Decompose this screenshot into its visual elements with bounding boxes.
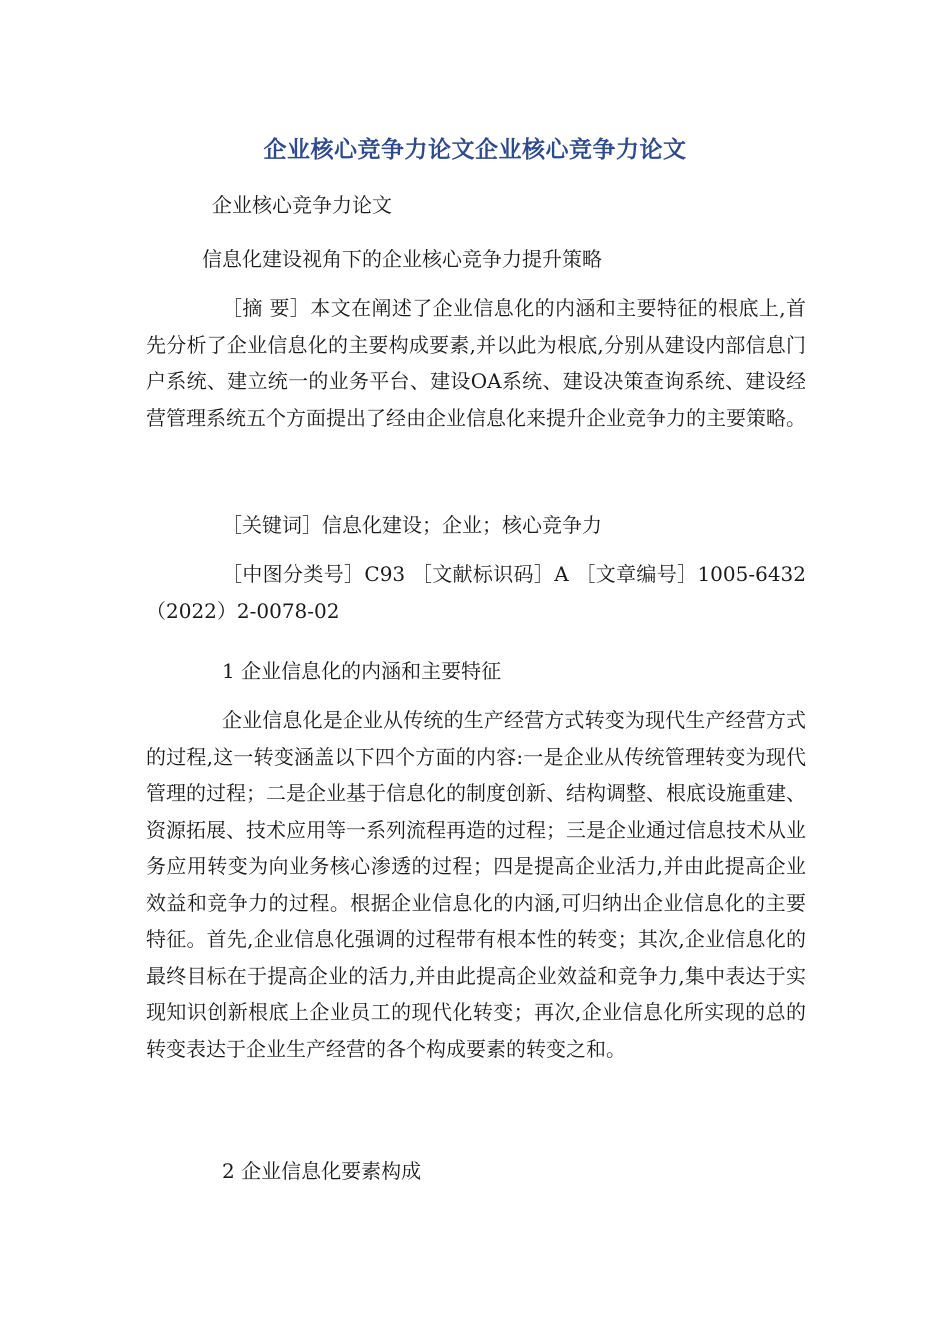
document-title: 企业核心竞争力论文企业核心竞争力论文 bbox=[263, 137, 687, 163]
section-1-body: 企业信息化是企业从传统的生产经营方式转变为现代生产经营方式的过程,这一转变涵盖以下四个方面的内容:一是企业从传统管理转变为现代管理的过程；二是企业基于信息化的制度创新、结构调整、根底设施重建、资源拓展、技术应用等一系列流程再造的过程；三是企业通过信息技术从业务应用转变为向业务核心渗透的过程；四是提高企业活力,并由此提高企业效益和竞争力的过程。根据企业信息化的内涵,可归纳出企业信息化的主要特征。首先,企业信息化强调的过程带有根本性的转变；其次,企业信息化的最终目标在于提高企业的活力,并由此提高企业效益和竞争力,集中表达于实现知识创新根底上企业员工的现代化转变；再次,企业信息化所实现的总的转变表达于企业生产经营的各个构成要素的转变之和。 bbox=[146, 708, 806, 1061]
abstract-paragraph: ［摘 要］本文在阐述了企业信息化的内涵和主要特征的根底上,首先分析了企业信息化的主要构成要素,并以此为根底,分别从建设内部信息门户系统、建立统一的业务平台、建设OA系统、建设决策查询系统、建设经营管理系统五个方面提出了经由企业信息化来提升企业竞争力的主要策略。 bbox=[146, 296, 806, 430]
keywords-line: ［关键词］信息化建设；企业；核心竞争力 bbox=[222, 513, 602, 537]
document-subtitle: 企业核心竞争力论文 bbox=[212, 193, 392, 217]
classification-line: ［中图分类号］C93 ［文献标识码］A ［文章编号］1005-6432（2022）2-0078-02 bbox=[146, 562, 806, 623]
section-2-heading: 2 企业信息化要素构成 bbox=[222, 1159, 422, 1183]
article-title: 信息化建设视角下的企业核心竞争力提升策略 bbox=[202, 247, 602, 271]
section-1-heading: 1 企业信息化的内涵和主要特征 bbox=[222, 659, 502, 683]
